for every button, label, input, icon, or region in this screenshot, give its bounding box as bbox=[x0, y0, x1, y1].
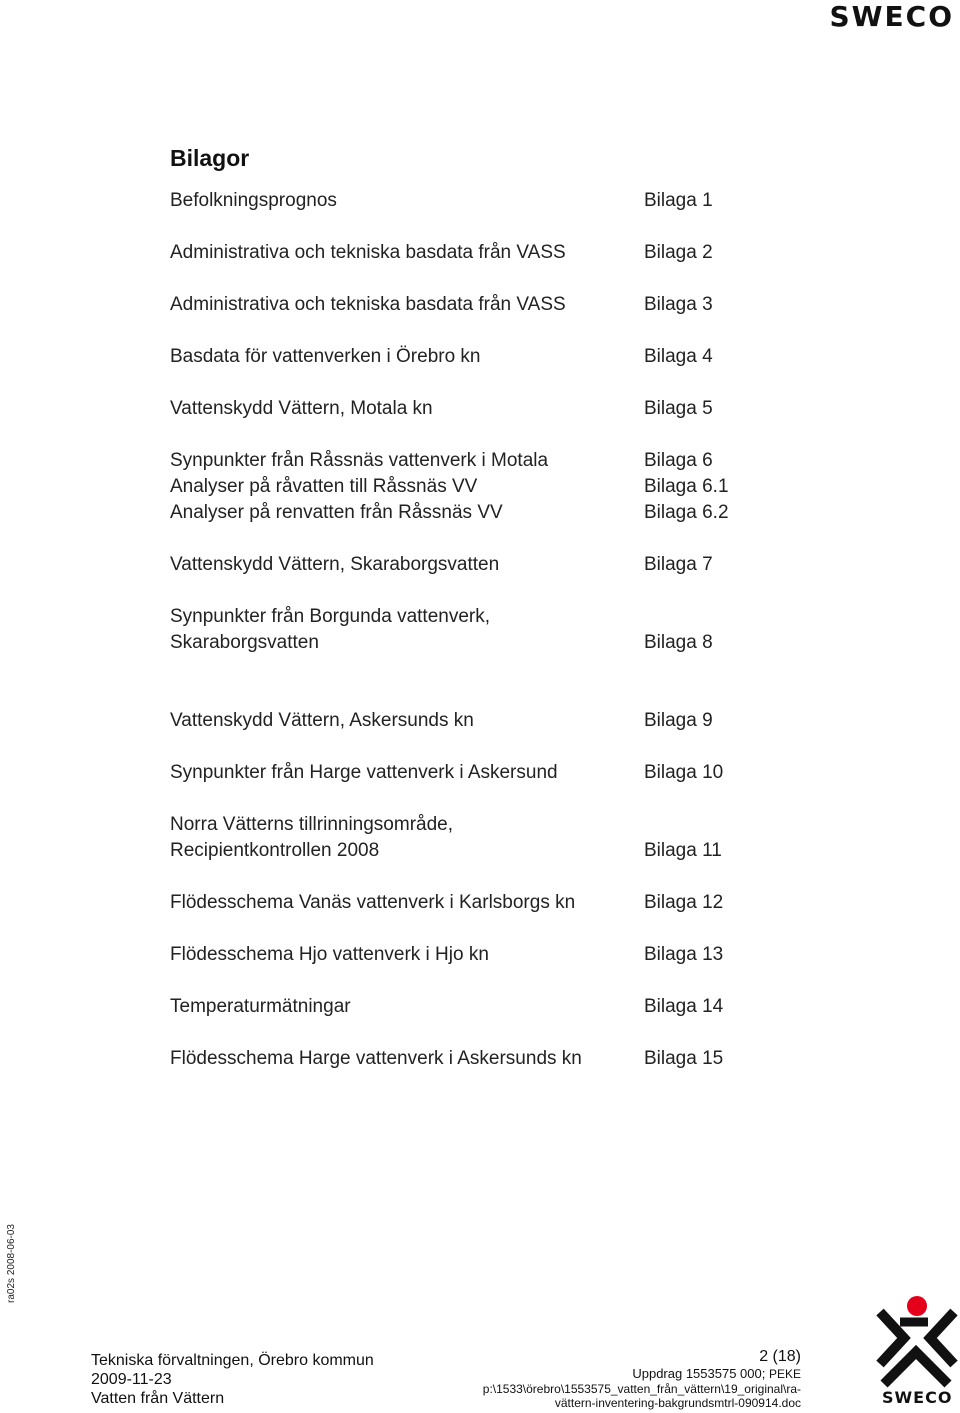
appendix-ref: Bilaga 15 bbox=[644, 1048, 724, 1069]
footer-organization: Tekniska förvaltningen, Örebro kommun bbox=[91, 1352, 374, 1369]
footer-info bbox=[91, 1351, 374, 1408]
author-initials: PEKE bbox=[768, 1367, 801, 1381]
page-number: 2 (18) bbox=[759, 1348, 801, 1365]
appendix-ref: Bilaga 7 bbox=[644, 554, 713, 575]
appendix-ref: Bilaga 11 bbox=[644, 840, 722, 861]
appendix-ref: Bilaga 13 bbox=[644, 944, 724, 965]
appendix-ref: Bilaga 8 bbox=[644, 632, 713, 653]
appendix-ref: Bilaga 1 bbox=[644, 190, 713, 211]
appendix-ref: Bilaga 2 bbox=[644, 242, 713, 263]
template-stamp: ra02s 2008-06-03 bbox=[5, 1224, 17, 1303]
appendix-title: Flödesschema Vanäs vattenverk i Karlsborgs kn bbox=[170, 892, 576, 913]
footer-document-info bbox=[483, 1348, 801, 1410]
sweco-logo-top: SWECO bbox=[829, 0, 954, 33]
assignment-line bbox=[483, 1366, 801, 1382]
appendix-title: Analyser på råvatten till Råssnäs VV bbox=[170, 476, 478, 497]
appendix-ref: Bilaga 6 bbox=[644, 450, 713, 471]
appendix-title: Vattenskydd Vättern, Motala kn bbox=[170, 398, 433, 419]
appendix-title: Flödesschema Hjo vattenverk i Hjo kn bbox=[170, 944, 489, 965]
footer-project: Vatten från Vättern bbox=[91, 1390, 225, 1407]
appendix-ref: Bilaga 5 bbox=[644, 398, 713, 419]
appendix-ref: Bilaga 12 bbox=[644, 892, 724, 913]
appendix-ref: Bilaga 3 bbox=[644, 294, 713, 315]
appendix-title: Administrativa och tekniska basdata från VASS bbox=[170, 242, 566, 263]
appendix-title: Administrativa och tekniska basdata från VASS bbox=[170, 294, 566, 315]
appendix-title-continued: Skaraborgsvatten bbox=[170, 632, 319, 653]
appendix-title: Synpunkter från Borgunda vattenverk, bbox=[170, 606, 491, 627]
appendix-ref: Bilaga 14 bbox=[644, 996, 724, 1017]
appendix-ref: Bilaga 6.1 bbox=[644, 476, 729, 497]
appendix-ref: Bilaga 4 bbox=[644, 346, 713, 367]
appendix-title: Flödesschema Harge vattenverk i Askersunds kn bbox=[170, 1048, 582, 1069]
appendix-title: Analyser på renvatten från Råssnäs VV bbox=[170, 502, 503, 523]
appendix-ref: Bilaga 10 bbox=[644, 762, 724, 783]
appendix-title: Norra Vätterns tillrinningsområde, bbox=[170, 814, 454, 835]
assignment-number: Uppdrag 1553575 000; bbox=[632, 1366, 766, 1381]
appendix-title: Vattenskydd Vättern, Askersunds kn bbox=[170, 710, 474, 731]
appendix-title: Synpunkter från Harge vattenverk i Askersund bbox=[170, 762, 558, 783]
appendix-title-continued: Recipientkontrollen 2008 bbox=[170, 840, 380, 861]
page-title: Bilagor bbox=[170, 145, 250, 171]
file-path-line-1: p:\1533\örebro\1553575_vatten_från_vättern\19_original\ra- bbox=[482, 1382, 801, 1396]
appendix-title: Temperaturmätningar bbox=[170, 996, 351, 1017]
appendix-title: Befolkningsprognos bbox=[170, 190, 337, 211]
appendix-title: Synpunkter från Råssnäs vattenverk i Motala bbox=[170, 450, 549, 471]
footer-date: 2009-11-23 bbox=[91, 1371, 172, 1388]
appendix-ref: Bilaga 9 bbox=[644, 710, 713, 731]
appendix-title: Vattenskydd Vättern, Skaraborgsvatten bbox=[170, 554, 500, 575]
file-path-line-2: vättern-inventering-bakgrundsmtrl-090914.doc bbox=[554, 1396, 801, 1410]
sweco-logo-bottom: SWECO bbox=[882, 1388, 953, 1407]
appendix-title: Basdata för vattenverken i Örebro kn bbox=[170, 346, 481, 367]
appendix-ref: Bilaga 6.2 bbox=[644, 502, 729, 523]
